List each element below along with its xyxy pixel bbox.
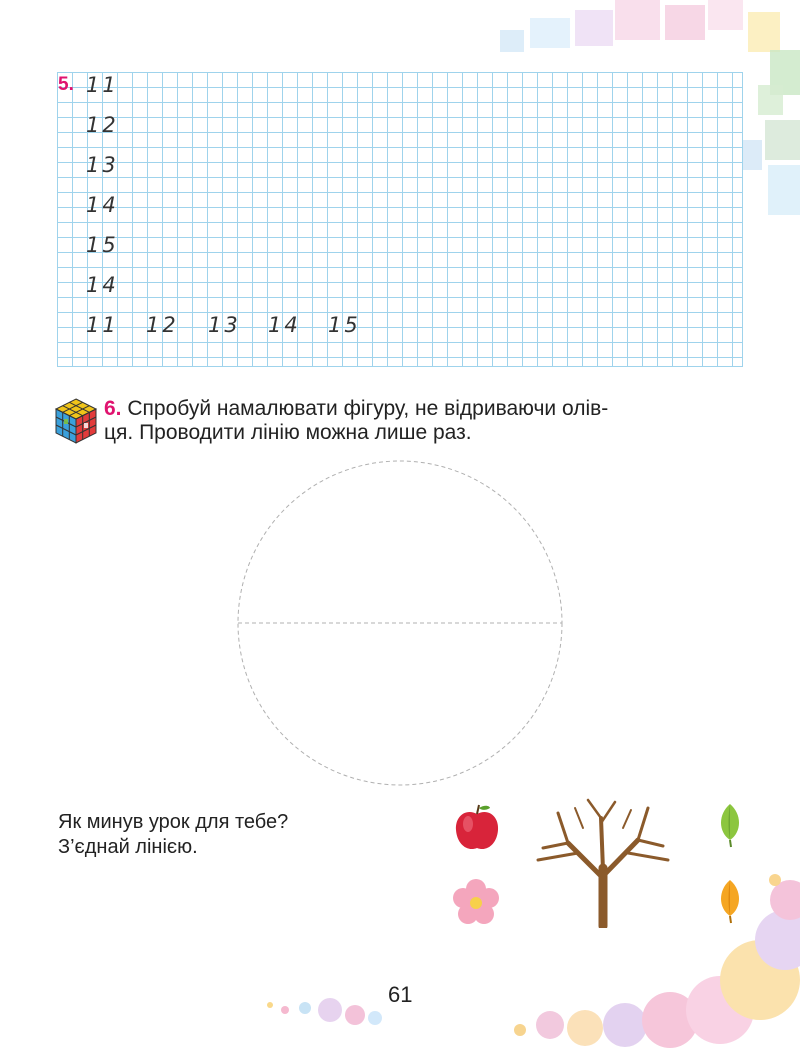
page-number: 61	[388, 982, 413, 1007]
cursive-last-4: 14	[268, 313, 301, 337]
circle-figure	[230, 455, 570, 795]
task-6-line-2: ця. Проводити лінію можна лише раз.	[104, 421, 472, 444]
cursive-row-6: 14	[86, 273, 119, 297]
green-leaf-icon	[714, 802, 746, 848]
cursive-row-3: 13	[86, 153, 119, 177]
orange-leaf-icon	[714, 878, 746, 924]
reflection-line-1: Як минув урок для тебе?	[58, 811, 289, 833]
cursive-last-5: 15	[328, 313, 361, 337]
bare-tree-icon	[533, 798, 673, 928]
cursive-row-2: 12	[86, 113, 119, 137]
reflection-line-2: З’єднай лінією.	[58, 836, 198, 858]
task-6-line-1: Спробуй намалювати фігуру, не відриваючи олів-	[127, 397, 609, 420]
task-6-instruction	[104, 397, 744, 445]
task-6-number: 6.	[104, 397, 122, 420]
apple-icon	[452, 802, 502, 854]
cursive-last-3: 13	[208, 313, 241, 337]
cursive-row-4: 14	[86, 193, 119, 217]
cursive-row-5: 15	[86, 233, 119, 257]
flower-icon	[452, 878, 500, 926]
task-5-number: 5.	[58, 74, 74, 95]
cursive-last-1: 11	[86, 313, 119, 337]
cursive-last-2: 12	[146, 313, 179, 337]
rubik-cube-icon	[54, 397, 98, 445]
reflection-question	[58, 810, 288, 860]
cursive-row-1: 11	[86, 73, 119, 97]
